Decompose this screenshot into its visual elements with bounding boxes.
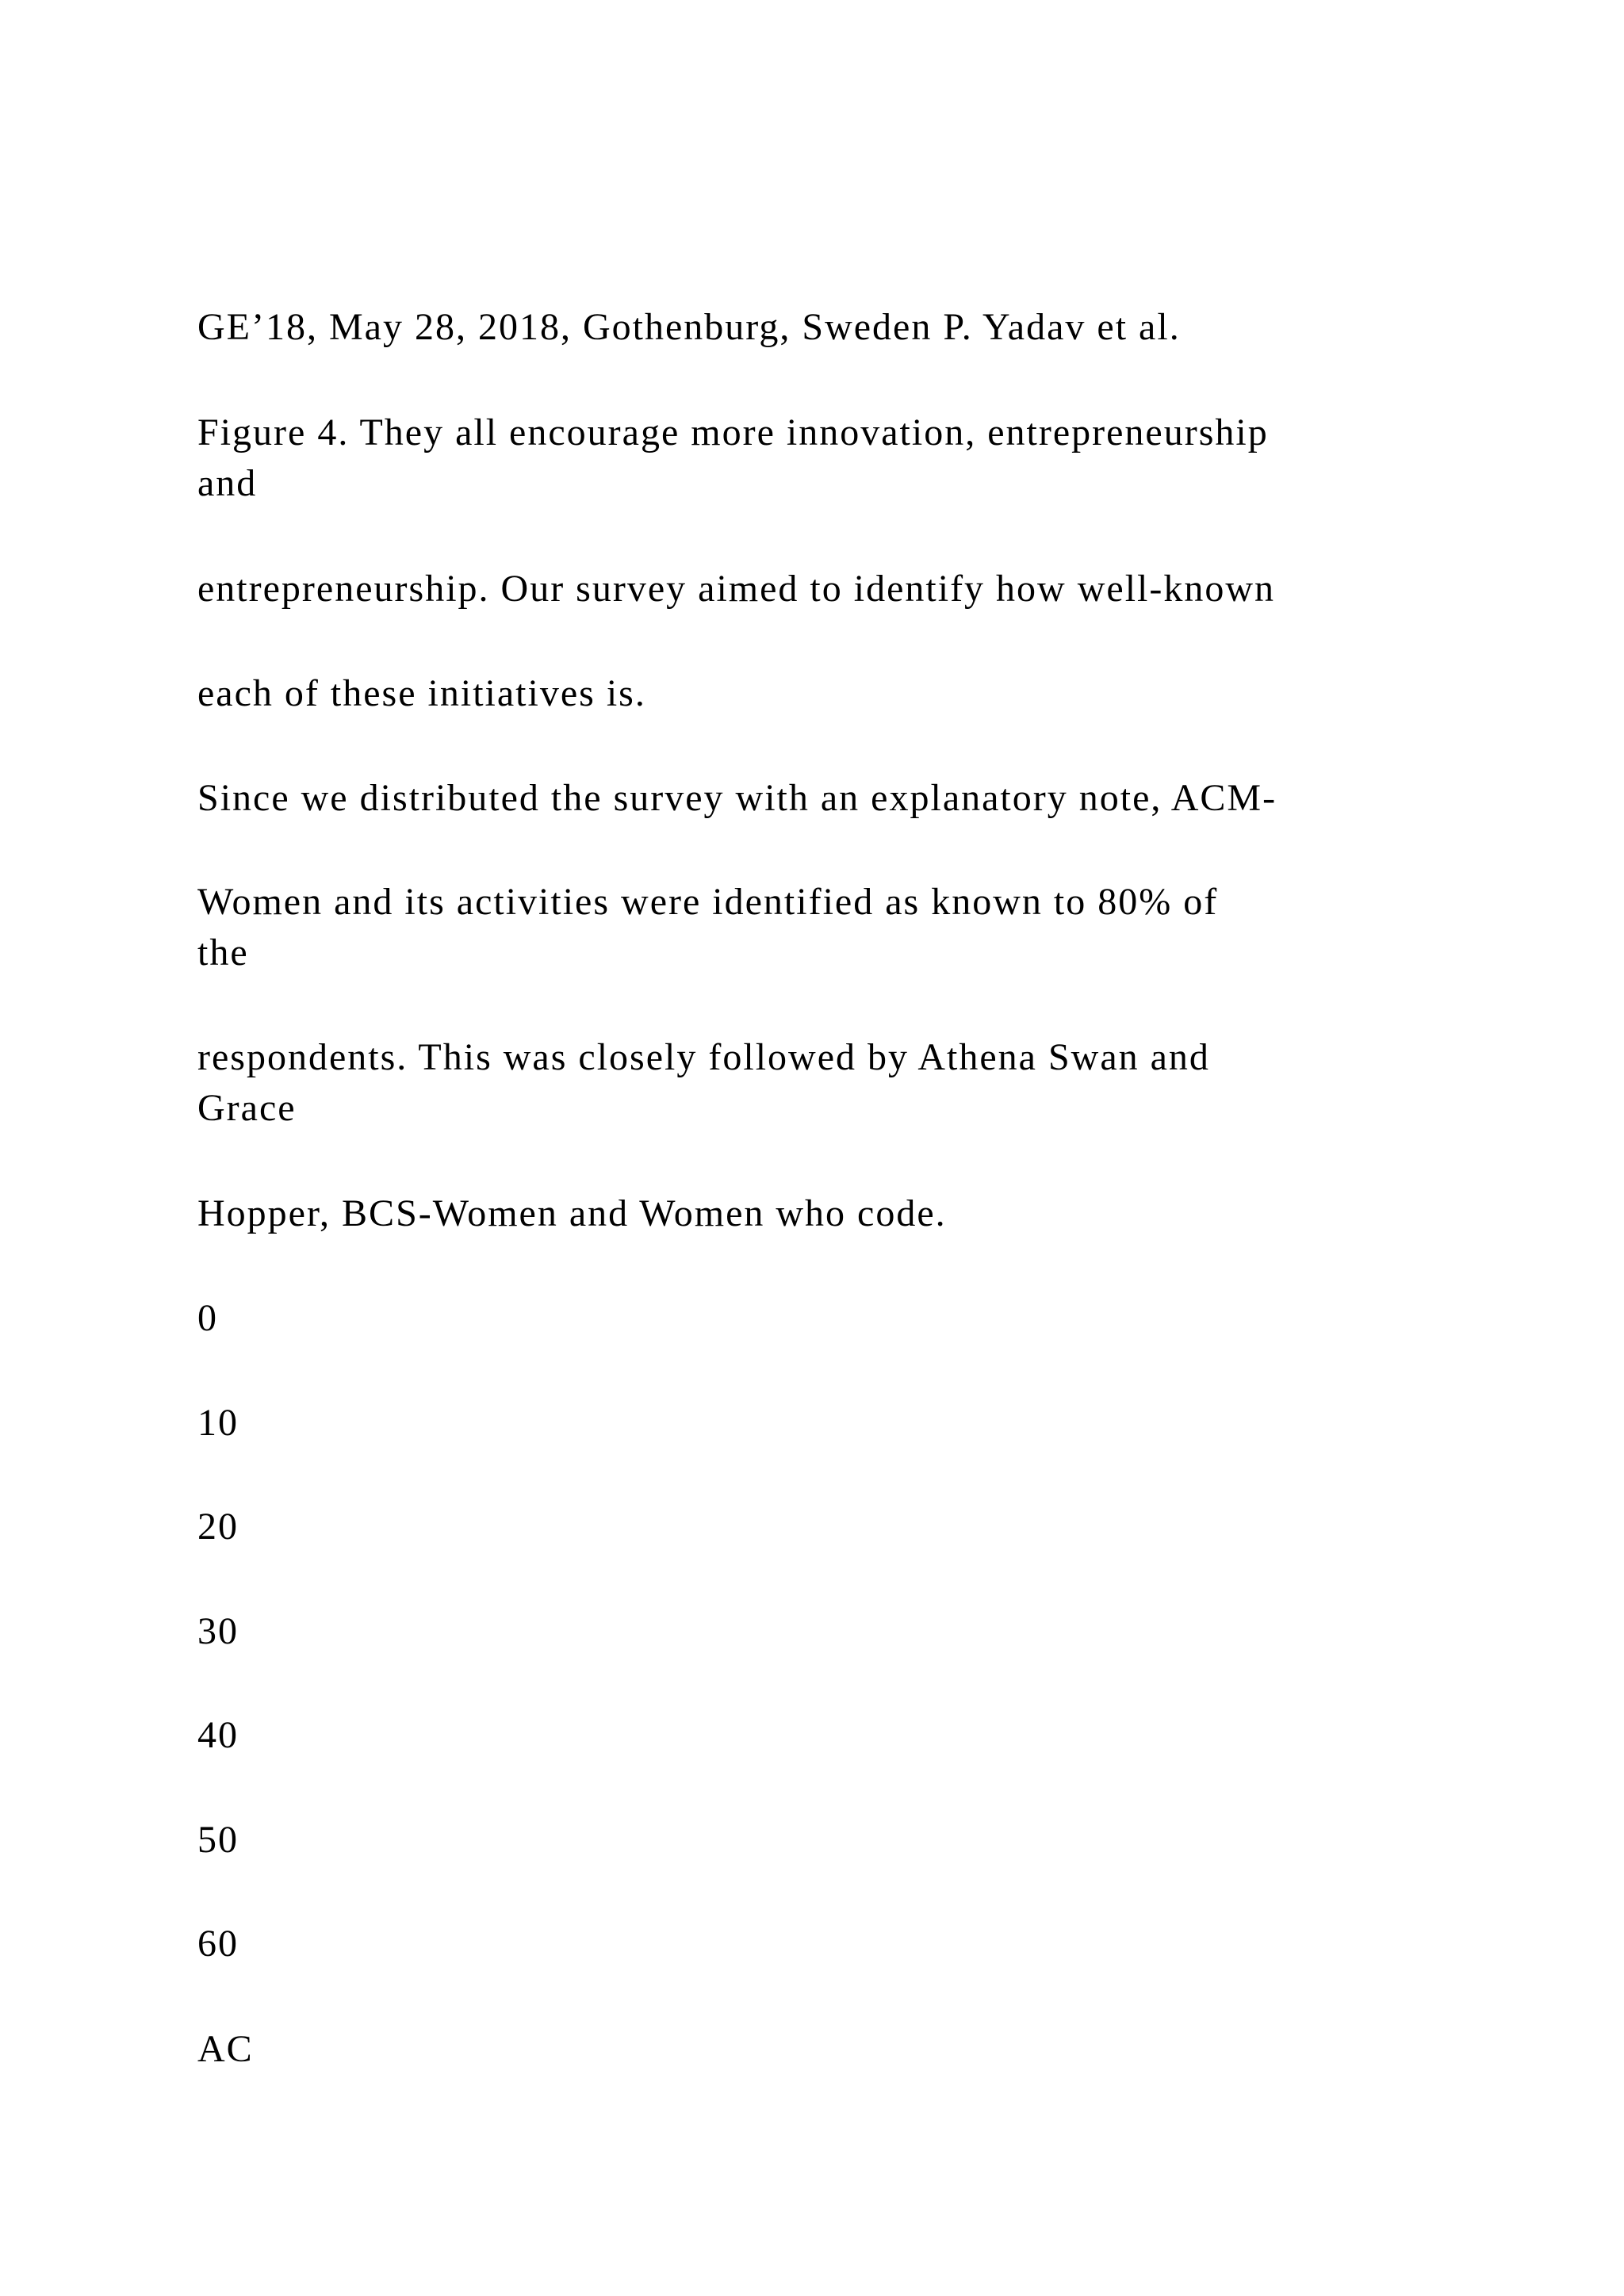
- text-line: entrepreneurship. Our survey aimed to identify how well-known: [197, 568, 1276, 610]
- text-line: AC: [197, 2028, 254, 2070]
- text-line: Women and its activities were identified as known to 80% of: [197, 881, 1219, 923]
- text-line: 60: [197, 1923, 239, 1965]
- text-line: 50: [197, 1819, 239, 1861]
- text-line: respondents. This was closely followed by Athena Swan and: [197, 1036, 1210, 1078]
- text-line: 10: [197, 1402, 239, 1444]
- text-line: each of these initiatives is.: [197, 672, 646, 714]
- text-line: Grace: [197, 1087, 297, 1129]
- text-line: and: [197, 462, 258, 504]
- text-line: 30: [197, 1610, 239, 1652]
- text-line: 40: [197, 1714, 239, 1756]
- text-line: Since we distributed the survey with an explanatory note, ACM-: [197, 777, 1277, 819]
- text-line: the: [197, 932, 249, 974]
- text-line: Hopper, BCS-Women and Women who code.: [197, 1192, 947, 1234]
- text-line: 20: [197, 1506, 239, 1548]
- running-header: GE’18, May 28, 2018, Gothenburg, Sweden P. Yadav et al.: [197, 306, 1181, 348]
- text-line: Figure 4. They all encourage more innovation, entrepreneurship: [197, 411, 1269, 453]
- text-line: 0: [197, 1297, 218, 1339]
